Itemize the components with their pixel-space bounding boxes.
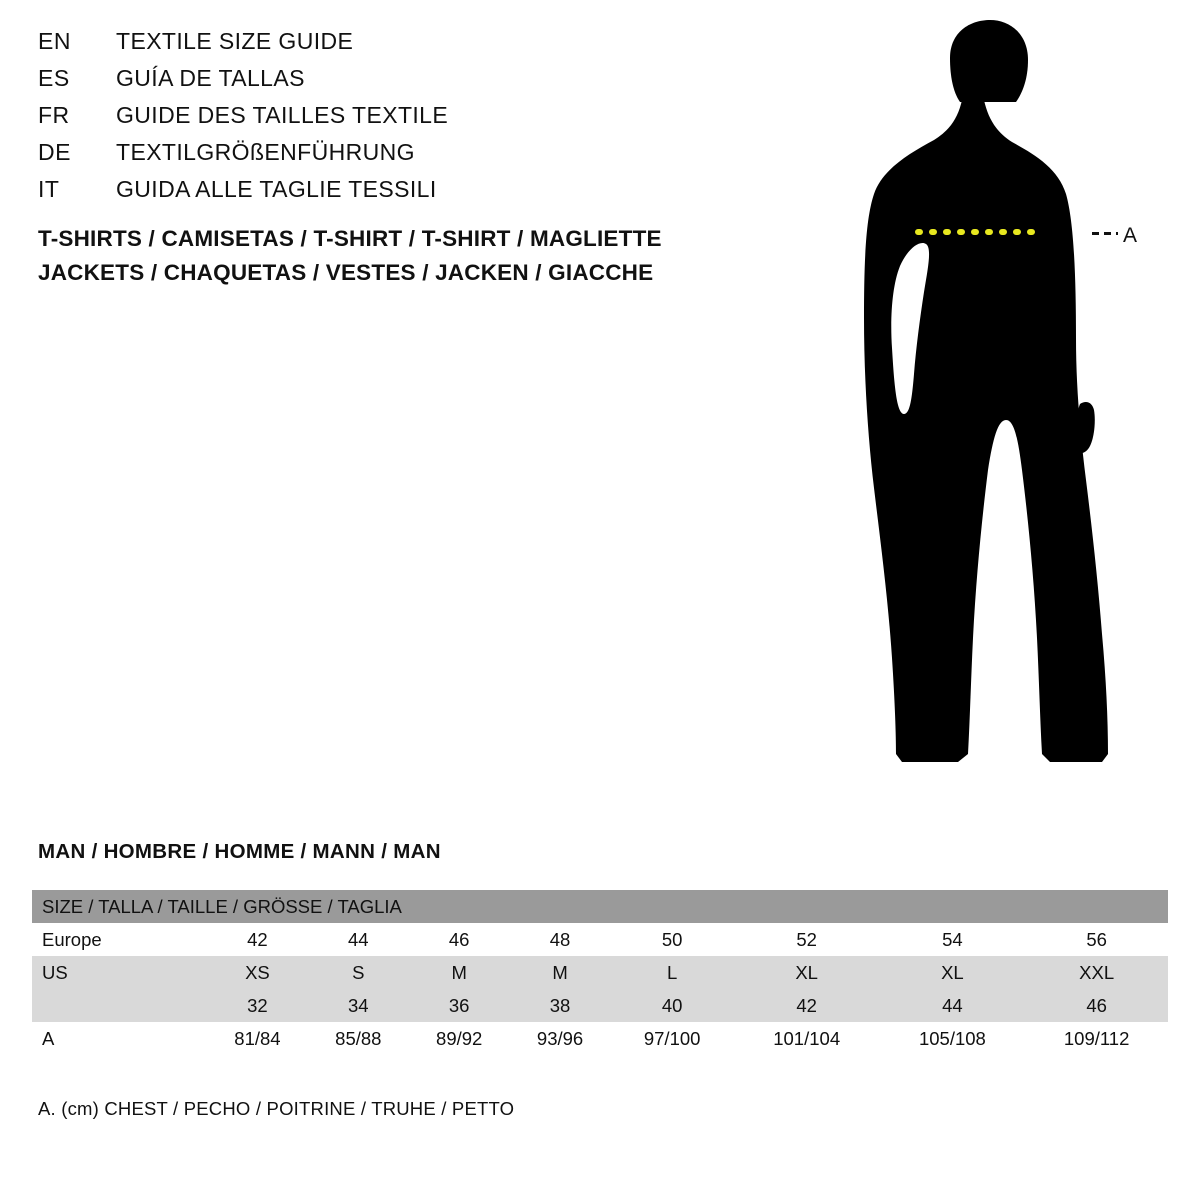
table-row — [32, 923, 1168, 956]
language-title: GUIDA ALLE TAGLIE TESSILI — [116, 176, 437, 202]
cell-value: 89/92 — [436, 1027, 483, 1049]
cell-value: 109/112 — [1063, 1027, 1130, 1049]
cell-value: 81/84 — [234, 1027, 281, 1049]
cell-value: 38 — [549, 994, 571, 1016]
table-header-label: SIZE / TALLA / TAILLE / GRÖSSE / TAGLIA — [42, 895, 402, 917]
language-title: GUIDE DES TAILLES TEXTILE — [116, 102, 449, 128]
table-row — [32, 1022, 1168, 1055]
cell-value: XL — [941, 961, 964, 983]
cell-value: 105/108 — [918, 1027, 986, 1049]
language-list — [38, 28, 738, 213]
cell-value: 52 — [796, 928, 817, 950]
cell-value: L — [667, 961, 678, 983]
row-label-blank — [32, 989, 207, 1022]
footnote-chest: A. (cm) CHEST / PECHO / POITRINE / TRUHE / PETTO — [38, 1098, 515, 1119]
language-code: EN — [38, 28, 71, 54]
language-row — [38, 65, 738, 102]
language-title: TEXTILGRÖßENFÜHRUNG — [116, 139, 415, 165]
cell-value: 44 — [348, 928, 369, 950]
language-code: ES — [38, 65, 70, 91]
row-label-us: US — [42, 961, 68, 983]
cell-value: 32 — [247, 994, 268, 1016]
cell-value: 101/104 — [773, 1027, 841, 1049]
cell-value: 36 — [448, 994, 470, 1016]
cell-value: XL — [795, 961, 818, 983]
cell-value: 56 — [1086, 928, 1107, 950]
category-jackets: JACKETS / CHAQUETAS / VESTES / JACKEN / GIACCHE — [38, 260, 654, 285]
table-row — [32, 989, 1168, 1022]
gender-title: MAN / HOMBRE / HOMME / MANN / MAN — [38, 840, 441, 863]
cell-value: 42 — [796, 994, 817, 1016]
cell-value: 42 — [247, 928, 268, 950]
cell-value: 97/100 — [643, 1027, 701, 1049]
row-label-a: A — [42, 1027, 55, 1049]
cell-value: 48 — [549, 928, 571, 950]
language-row — [38, 139, 738, 176]
cell-value: 40 — [661, 994, 683, 1016]
cell-value: 46 — [448, 928, 470, 950]
category-tshirts: T-SHIRTS / CAMISETAS / T-SHIRT / T-SHIRT / MAGLIETTE — [38, 226, 662, 251]
body-silhouette — [830, 18, 1160, 788]
measure-leader-dashes — [1092, 232, 1118, 235]
cell-value: M — [552, 961, 568, 983]
language-code: FR — [38, 102, 70, 128]
cell-value: 50 — [661, 928, 683, 950]
cell-value: 85/88 — [335, 1027, 382, 1049]
language-title: GUÍA DE TALLAS — [116, 65, 305, 91]
table-header-row — [32, 890, 1168, 923]
category-headings — [38, 222, 798, 290]
cell-value: 44 — [942, 994, 963, 1016]
cell-value: XXL — [1079, 961, 1115, 983]
cell-value: XS — [245, 961, 270, 983]
row-label-europe: Europe — [42, 928, 102, 950]
language-title: TEXTILE SIZE GUIDE — [116, 28, 354, 54]
cell-value: 46 — [1086, 994, 1107, 1016]
language-row — [38, 28, 738, 65]
measure-label-a: A — [1123, 224, 1138, 247]
cell-value: 93/96 — [536, 1027, 584, 1049]
table-row — [32, 956, 1168, 989]
cell-value: S — [352, 961, 365, 983]
language-code: IT — [38, 176, 60, 202]
cell-value: 34 — [348, 994, 369, 1016]
size-table — [32, 890, 1168, 1055]
language-row — [38, 176, 738, 213]
language-code: DE — [38, 139, 71, 165]
cell-value: M — [451, 961, 467, 983]
language-row — [38, 102, 738, 139]
cell-value: 54 — [942, 928, 963, 950]
